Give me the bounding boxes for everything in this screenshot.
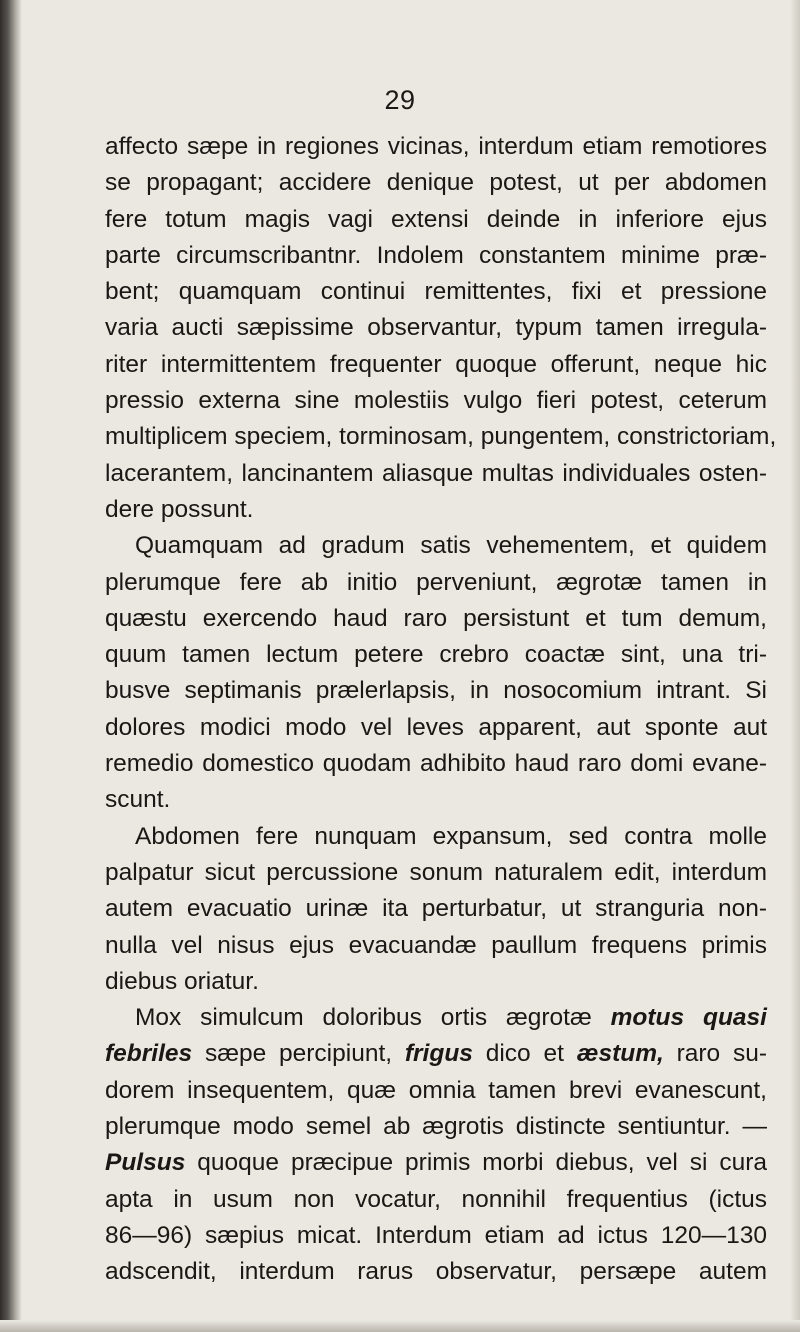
page-number: 29 — [384, 85, 416, 115]
paragraph-start-line: Abdomen fere nunquam expansum, sed contra molle — [135, 822, 767, 850]
text-line: pressio externa sine molestiis vulgo fieri potest, ceterum — [105, 387, 767, 415]
text-run: dico et — [472, 1040, 577, 1068]
italic-term: frigus — [404, 1040, 473, 1068]
body-text — [105, 129, 777, 1291]
text-line: dorem insequentem, quæ omnia tamen brevi evanescunt, — [105, 1076, 767, 1104]
paragraph-start-line — [105, 1000, 767, 1036]
text-line: adscendit, interdum rarus observatur, persæpe autem — [105, 1258, 767, 1286]
text-run: raro su- — [663, 1040, 767, 1068]
text-line: dolores modici modo vel leves apparent, aut sponte aut — [105, 713, 767, 741]
text-line: quæstu exercendo haud raro persistunt et tum demum, — [105, 604, 767, 632]
text-line: riter intermittentem frequenter quoque offerunt, neque hic — [105, 350, 767, 378]
text-run: Mox simulcum doloribus ortis ægrotæ — [135, 1004, 611, 1032]
text-line: dere possunt. — [105, 495, 254, 523]
text-line — [105, 1036, 767, 1072]
italic-term: Pulsus — [105, 1149, 186, 1177]
page-binding-shadow — [0, 0, 22, 1332]
text-line: quum tamen lectum petere crebro coactæ sint, una tri- — [105, 641, 767, 669]
text-line: scunt. — [105, 786, 171, 814]
italic-term: febriles — [105, 1040, 193, 1068]
text-line: remedio domestico quodam adhibito haud raro domi evane- — [105, 750, 767, 778]
page-bottom-edge — [0, 1320, 800, 1332]
text-line: apta in usum non vocatur, nonnihil frequentius (ictus — [105, 1185, 767, 1213]
text-line: multiplicem speciem, torminosam, pungentem, constrictoriam, — [105, 423, 777, 451]
text-line: lacerantem, lancinantem aliasque multas individuales osten- — [105, 459, 767, 487]
text-line: fere totum magis vagi extensi deinde in inferiore ejus — [105, 205, 767, 233]
text-line: diebus oriatur. — [105, 967, 259, 995]
text-run: quoque præcipue primis morbi diebus, vel si cura — [185, 1149, 767, 1177]
text-line: busve septimanis prælerlapsis, in nosocomium intrant. Si — [105, 677, 767, 705]
text-line: palpatur sicut percussione sonum naturalem edit, interdum — [105, 858, 767, 886]
text-line — [105, 1145, 767, 1181]
italic-term: æstum, — [576, 1040, 664, 1068]
text-line: nulla vel nisus ejus evacuandæ paullum frequens primis — [105, 931, 767, 959]
text-line: 86—96) sæpius micat. Interdum etiam ad ictus 120—130 — [105, 1221, 767, 1249]
text-line: plerumque modo semel ab ægrotis distincte sentiuntur. — — [105, 1113, 767, 1141]
text-line: affecto sæpe in regiones vicinas, interdum etiam remotiores — [105, 133, 767, 160]
text-run: sæpe percipiunt, — [192, 1040, 405, 1068]
italic-term: motus quasi — [610, 1004, 767, 1032]
text-line: parte circumscribantnr. Indolem constantem minime præ- — [105, 241, 767, 269]
text-line: se propagant; accidere denique potest, ut per abdomen — [105, 169, 767, 197]
paragraph-start-line: Quamquam ad gradum satis vehementem, et quidem — [135, 532, 767, 560]
page-right-edge — [790, 0, 800, 1332]
text-line: plerumque fere ab initio perveniunt, ægrotæ tamen in — [105, 568, 767, 596]
text-line: autem evacuatio urinæ ita perturbatur, ut stranguria non- — [105, 895, 767, 923]
text-line: bent; quamquam continui remittentes, fixi et pressione — [105, 278, 767, 306]
text-line: varia aucti sæpissime observantur, typum tamen irregula- — [105, 314, 767, 342]
